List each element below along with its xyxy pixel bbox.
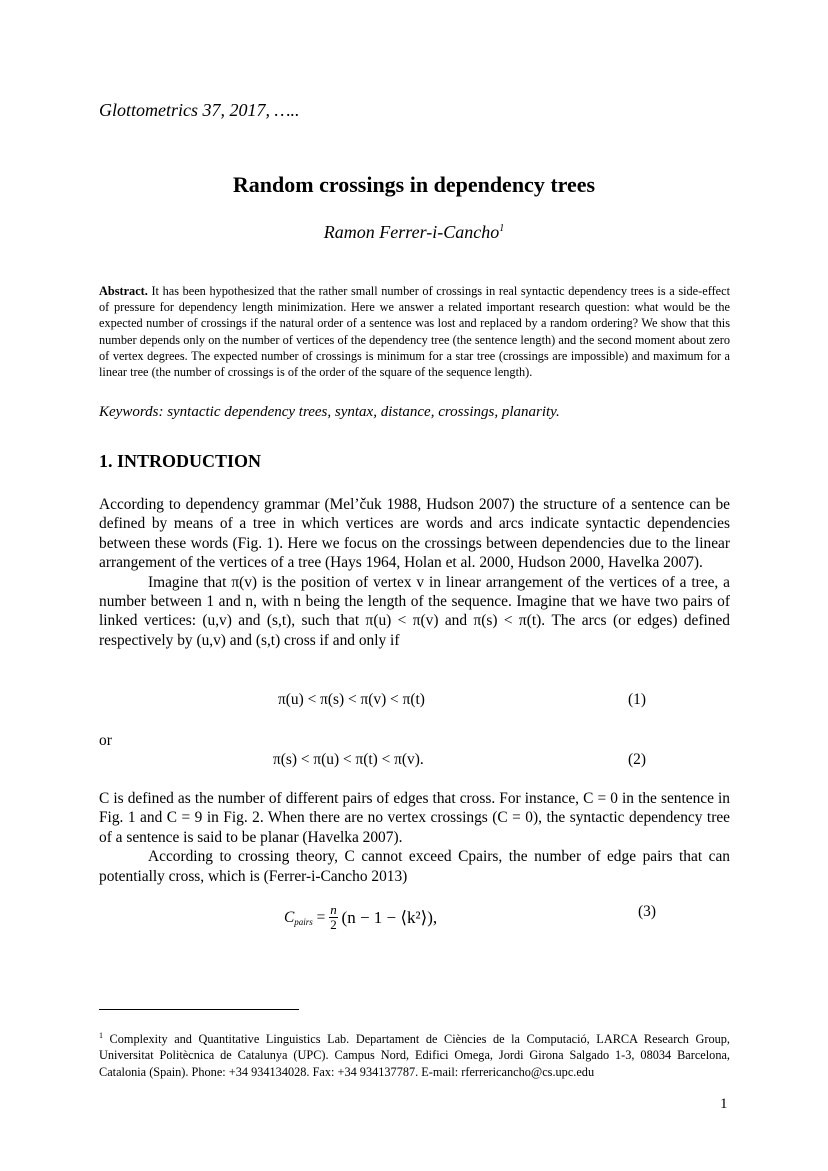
or-text: or	[99, 732, 112, 749]
author-line	[0, 222, 828, 243]
paragraph-intro	[99, 495, 730, 650]
equation-3	[284, 903, 437, 932]
abstract-label: Abstract.	[99, 284, 148, 298]
paragraph-1: According to dependency grammar (Mel’čuk 1988, Hudson 2007) the structure of a sentence can be defined by means of a tree in which vertices are words and arcs indicate syntactic dependencies between these words (Fig. 1). Here we focus on the crossings between dependencies due to the linear arrangement of the vertices of a tree (Hays 1964, Holan et al. 2000, Hudson 2000, Havelka 2007).	[99, 496, 730, 572]
eq3-equals: =	[316, 908, 326, 926]
footnote-rule	[99, 1009, 299, 1010]
eq3-lhs: C	[284, 908, 295, 926]
equation-1-number: (1)	[628, 691, 646, 708]
paragraph-crossings	[99, 789, 730, 886]
footnote	[99, 1028, 730, 1080]
paragraph-2: Imagine that π(v) is the position of vertex v in linear arrangement of the vertices of a tree, a number between 1 and n, with n being the length of the sequence. Imagine that we have two pairs of linked vertices: (u,v) and (s,t), such that π(u) < π(v) and π(s) < π(t). The arcs (or edges) defined respectively by (u,v) and (s,t) cross if and only if	[99, 573, 730, 649]
eq3-fraction	[329, 903, 338, 932]
abstract-text: It has been hypothesized that the rather small number of crossings in real syntactic dependency trees is a side-effect of pressure for dependency length minimization. Here we answer a related important research question: what would be the expected number of crossings if the natural order of a sentence was lost and replaced by a random ordering? We show that this number depends only on the number of vertices of the dependency tree (the sentence length) and the second moment about zero of vertex degrees. The expected number of crossings is minimum for a star tree (crossings are impossible) and maximum for a linear tree (the number of crossings is of the order of the square of the sequence length).	[99, 284, 730, 380]
equation-3-number: (3)	[638, 903, 656, 920]
footnote-text: Complexity and Quantitative Linguistics Lab. Departament de Ciències de la Computació, LARCA Research Group, Universitat Politècnica de Catalunya (UPC). Campus Nord, Edifici Omega, Jordi Girona Salgado 1-3, 08034 Barcelona, Catalonia (Spain). Phone: +34 934134028. Fax: +34 934137787. E-mail: rferrericancho@cs.upc.edu	[99, 1032, 730, 1079]
equation-2-number: (2)	[628, 751, 646, 768]
eq3-lhs-sub: pairs	[294, 917, 313, 928]
paragraph-3: C is defined as the number of different pairs of edges that cross. For instance, C = 0 in the sentence in Fig. 1 and C = 9 in Fig. 2. When there are no vertex crossings (C = 0), the syntactic dependency tree of a sentence is said to be planar (Havelka 2007).	[99, 790, 730, 846]
keywords: Keywords: syntactic dependency trees, syntax, distance, crossings, planarity.	[99, 404, 560, 420]
eq3-denominator: 2	[330, 917, 337, 932]
author-footnote-mark[interactable]: 1	[499, 223, 505, 234]
paper-title: Random crossings in dependency trees	[232, 172, 596, 197]
section-heading: 1. INTRODUCTION	[99, 451, 262, 471]
eq3-numerator: n	[330, 902, 337, 917]
author-name: Ramon Ferrer-i-Cancho	[323, 222, 500, 242]
footnote-mark: 1	[99, 1031, 103, 1040]
paragraph-4: According to crossing theory, C cannot exceed Cpairs, the number of edge pairs that can potentially cross, which is (Ferrer-i-Cancho 2013)	[99, 848, 730, 885]
equation-1: π(u) < π(s) < π(v) < π(t)	[278, 691, 425, 708]
equation-2: π(s) < π(u) < π(t) < π(v).	[273, 751, 424, 768]
page-number: 1	[720, 1096, 728, 1112]
journal-header: Glottometrics 37, 2017, …..	[99, 100, 300, 120]
abstract	[99, 283, 730, 380]
eq3-rhs: (n − 1 − ⟨k²⟩),	[341, 907, 438, 927]
